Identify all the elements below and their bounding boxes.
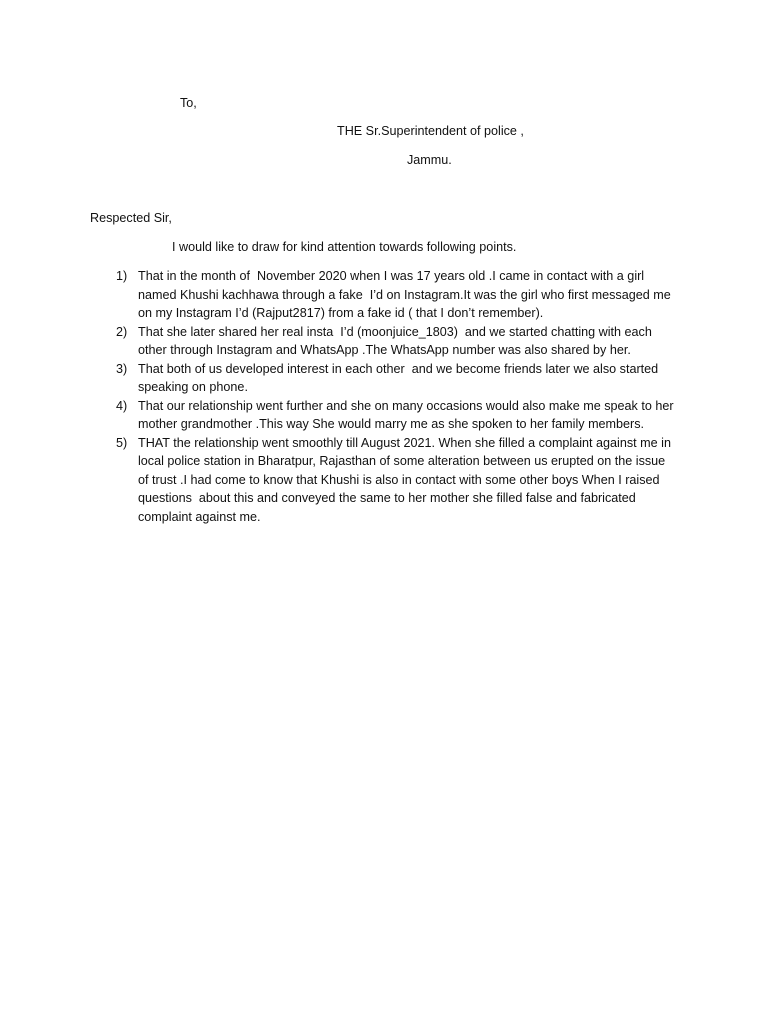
point-number: 2): [116, 324, 128, 339]
recipient-title: THE Sr.Superintendent of police ,: [337, 124, 524, 138]
recipient-city: Jammu.: [407, 153, 452, 167]
point-text-line: speaking on phone.: [138, 380, 248, 394]
point-text-line: of trust .I had come to know that Khushi is also in contact with some other boys When I raised: [138, 472, 660, 487]
point-text-line: That she later shared her real insta I’d (moonjuice_1803) and we started chatting with each: [138, 324, 652, 339]
point-text-line: mother grandmother .This way She would marry me as she spoken to her family members.: [138, 417, 645, 431]
point-text-line: questions about this and conveyed the same to her mother she filled false and fabricated: [138, 491, 636, 505]
point-item-3: [116, 360, 686, 397]
intro-paragraph: I would like to draw for kind attention towards following points.: [172, 240, 517, 254]
point-number: 3): [116, 361, 128, 376]
point-text-line: named Khushi kachhawa through a fake I’d on Instagram.It was the girl who first messaged me: [138, 287, 671, 302]
point-text-line: other through Instagram and WhatsApp .The WhatsApp number was also shared by her.: [138, 343, 631, 357]
point-item-1: [116, 267, 686, 323]
point-text-line: on my Instagram I’d (Rajput2817) from a fake id ( that I don’t remember).: [138, 306, 544, 320]
point-text-line: That both of us developed interest in each other and we become friends later we also started: [138, 361, 659, 376]
point-text-line: complaint against me.: [138, 509, 261, 524]
point-item-4: [116, 397, 686, 434]
point-text-line: That in the month of November 2020 when I was 17 years old .I came in contact with a girl: [138, 269, 645, 283]
point-number: 4): [116, 398, 128, 413]
point-number: 1): [116, 269, 128, 283]
point-item-2: [116, 323, 686, 360]
point-text-line: THAT the relationship went smoothly till August 2021. When she filled a complaint against me in: [138, 435, 671, 450]
recipient-to: To,: [180, 96, 197, 110]
point-text-line: local police station in Bharatpur, Rajasthan of some alteration between us erupted on the issue: [138, 454, 666, 468]
point-item-5: [116, 434, 686, 527]
numbered-points-list: [116, 267, 686, 526]
point-number: 5): [116, 435, 128, 450]
point-text-line: That our relationship went further and she on many occasions would also make me speak to her: [138, 398, 674, 413]
salutation: Respected Sir,: [90, 211, 172, 225]
